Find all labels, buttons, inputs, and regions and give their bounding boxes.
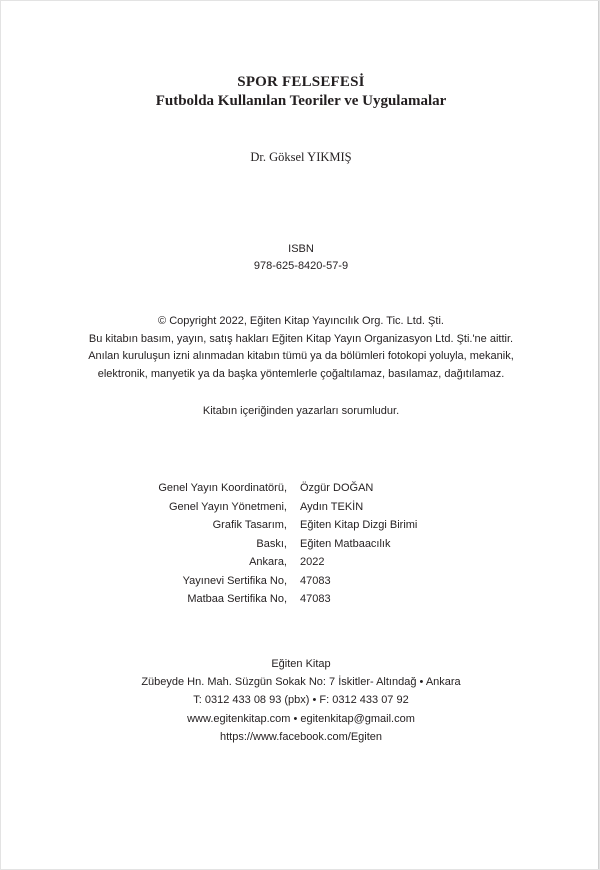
responsibility-note: Kitabın içeriğinden yazarları sorumludur. xyxy=(202,405,400,417)
isbn-label: ISBN xyxy=(288,243,314,255)
copyright-line: © Copyright 2022, Eğiten Kitap Yayıncılık Org. Tic. Ltd. Şti. xyxy=(158,315,444,327)
credit-label: Grafik Tasarım, xyxy=(212,519,287,531)
publisher-phone: T: 0312 433 08 93 (pbx) • F: 0312 433 07 92 xyxy=(193,694,409,707)
credit-row xyxy=(1,498,600,517)
credit-label: Ankara, xyxy=(249,556,287,568)
credit-row xyxy=(1,535,600,554)
book-subtitle: Futbolda Kullanılan Teoriler ve Uygulamalar xyxy=(155,93,447,109)
credit-label: Genel Yayın Koordinatörü, xyxy=(158,482,287,494)
credit-value: 47083 xyxy=(300,574,331,587)
credit-row xyxy=(1,516,600,535)
credit-row xyxy=(1,590,600,609)
publisher-name: Eğiten Kitap xyxy=(271,658,331,670)
credit-label: Yayınevi Sertifika No, xyxy=(182,574,287,587)
credit-value: Aydın TEKİN xyxy=(300,500,364,513)
credits-table xyxy=(1,479,600,609)
credit-value: 2022 xyxy=(300,556,325,568)
restriction-line: elektronik, manyetik ya da başka yöntemlerle çoğaltılamaz, basılamaz, dağıtılamaz. xyxy=(97,367,505,380)
credit-row xyxy=(1,553,600,572)
credit-label: Genel Yayın Yönetmeni, xyxy=(168,500,287,513)
publisher-web-email: www.egitenkitap.com • egitenkitap@gmail.com xyxy=(187,712,415,725)
restriction-line: Anılan kuruluşun izni alınmadan kitabın tümü ya da bölümleri fotokopi yoluyla, mekanik, xyxy=(88,350,514,362)
book-title: SPOR FELSEFESİ xyxy=(237,74,365,90)
publisher-address: Zübeyde Hn. Mah. Süzgün Sokak No: 7 İskitler- Altındağ • Ankara xyxy=(141,676,461,689)
book-author: Dr. Göksel YIKMIŞ xyxy=(250,150,352,164)
copyright-block xyxy=(1,313,600,383)
credit-row xyxy=(1,572,600,591)
credit-row xyxy=(1,479,600,498)
credit-label: Baskı, xyxy=(256,537,287,550)
publisher-facebook: https://www.facebook.com/Egiten xyxy=(219,730,383,743)
rights-line: Bu kitabın basım, yayın, satış hakları Eğiten Kitap Yayın Organizasyon Ltd. Şti.'ne aittir. xyxy=(88,332,514,345)
isbn-value: 978-625-8420-57-9 xyxy=(253,260,349,272)
credit-value: Özgür DOĞAN xyxy=(300,482,374,494)
credit-value: 47083 xyxy=(300,593,331,605)
publisher-block xyxy=(1,655,600,746)
credit-value: Eğiten Matbaacılık xyxy=(300,537,391,550)
credit-value: Eğiten Kitap Dizgi Birimi xyxy=(300,519,418,531)
credit-label: Matbaa Sertifika No, xyxy=(187,593,287,605)
